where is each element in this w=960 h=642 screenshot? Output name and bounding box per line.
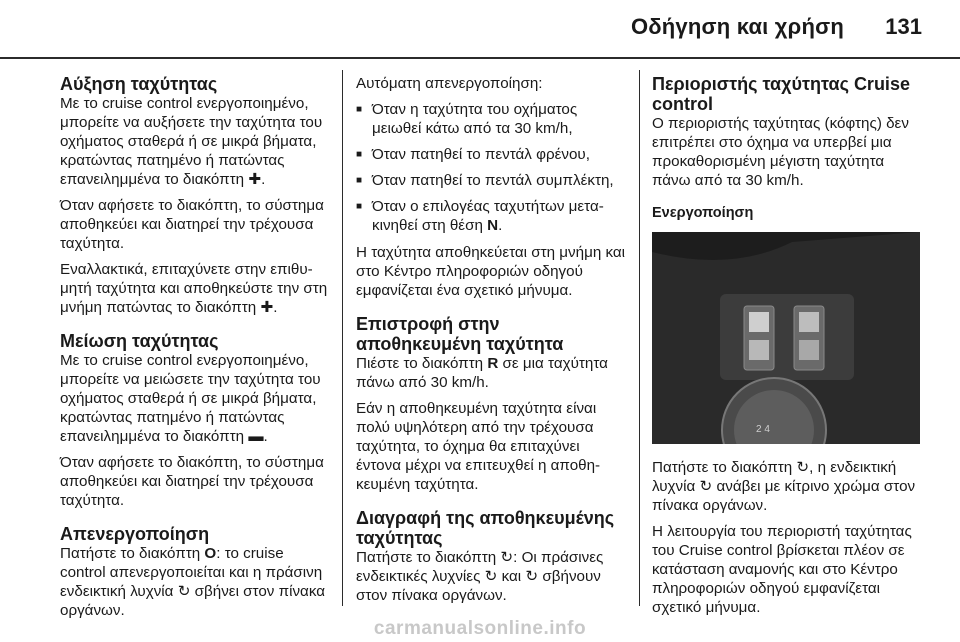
paragraph-text: Πατήστε το διακόπτη <box>652 459 793 476</box>
column-divider-1 <box>342 70 343 606</box>
paragraph: Αυτόματη απενεργοποίηση: <box>356 75 543 92</box>
list-item-text: Όταν ο επιλογέας ταχυτήτων μετακινηθεί στη θέση <box>372 198 604 234</box>
speed-limiter-lamp-icon: ↻ <box>484 568 498 585</box>
cruise-control-lamp-icon: ↻ <box>525 568 539 585</box>
cruise-switch-top <box>799 312 819 332</box>
paragraph <box>356 548 626 605</box>
gear-knob-labels: 2 4 <box>756 424 770 435</box>
column-divider-2 <box>639 70 640 606</box>
paragraph-text: : το cruise control απενεργοποιείται και η πράσινη ενδεικτική λυχνία <box>60 545 323 600</box>
dashboard-switch-illustration <box>652 232 920 444</box>
section-speed-limiter <box>652 74 924 190</box>
paragraph: Εναλλακτικά, επιταχύνετε στην επιθυμητή ταχύτητα και αποθηκεύστε την στη μνήμη πατώντας το διακόπτη ✚. <box>60 261 328 316</box>
paragraph-text: Με το cruise control ενεργοποιημένο, μπορείτε να αυξήσετε την ταχύτητα του οχήματος σταθερά ή σε μικρά βήματα, κρατώντας πατημένο ή πατώντας επανειλημμένα το διακόπτη <box>60 95 323 188</box>
page-number: 131 <box>885 14 922 39</box>
section-heading: Μείωση ταχύτητας <box>60 331 219 351</box>
paragraph: Όταν αφήσετε το διακόπτη, το σύστημα αποθηκεύει και διατηρεί την τρέχουσα ταχύτητα. <box>60 454 324 509</box>
cruise-switch-bottom <box>799 340 819 360</box>
section-resume-speed <box>356 314 626 494</box>
paragraph: Όταν αφήσετε το διακόπτη, το σύστημα αποθηκεύει και διατηρεί την τρέχουσα ταχύτητα. <box>60 197 324 252</box>
section-increase-speed <box>60 74 332 317</box>
paragraph-text: ανάβει με κίτρινο χρώμα στον πίνακα οργάνων. <box>652 478 916 514</box>
paragraph-text: σε μια ταχύτητα πάνω από 30 km/h. <box>356 355 608 391</box>
paragraph: Με το cruise control ενεργοποιημένο, μπορείτε να μειώσετε την ταχύτητα του οχήματος σταθερά ή σε μικρά βήματα, κρατώντας πατημένο ή πατώντας επανειλημμένα το διακόπτη ▬. <box>60 352 321 445</box>
paragraph <box>60 544 332 620</box>
plus-switch-icon: ✚ <box>260 299 274 316</box>
gear-position-label: N <box>487 217 499 234</box>
header-divider <box>0 57 960 59</box>
list-item: ■ Όταν η ταχύτητα του οχήματος μειωθεί κάτω από τα 30 km/h, <box>356 100 626 138</box>
paragraph: Με το cruise control ενεργοποιημένο, μπορείτε να αυξήσετε την ταχύτητα του οχήματος σταθερά ή σε μικρά βήματα, κρατώντας πατημένο ή πατώντας επανειλημμένα το διακόπτη ✚. <box>60 95 323 188</box>
page-header <box>0 0 960 58</box>
paragraph-text: και <box>501 568 522 585</box>
limiter-switch-top <box>749 312 769 332</box>
paragraph-text: σβήνει στον πίνακα οργάνων. <box>60 583 326 619</box>
paragraph: Εάν η αποθηκευμένη ταχύτητα είναι πολύ υψηλότερη από την τρέχουσα ταχύτητα, το όχημα θα επιταχύνει έντονα μέχρι να επιτευχθεί η αποθηκευμένη ταχύτητα. <box>356 400 601 493</box>
section-decrease-speed <box>60 331 332 510</box>
chapter-title: Οδήγηση και χρήση <box>630 14 844 39</box>
auto-deactivation-list <box>356 100 626 235</box>
paragraph-text: , η ενδεικτική λυχνία <box>652 459 897 495</box>
paragraph <box>356 354 626 392</box>
section-heading: Επιστροφή στην αποθηκευμένη ταχύτητα <box>356 314 564 354</box>
paragraph-text: Πατήστε το διακόπτη <box>356 549 497 566</box>
plus-switch-icon: ✚ <box>248 171 262 188</box>
speed-limiter-switch-icon: ↻ <box>796 459 810 476</box>
section-clear-speed <box>356 508 626 605</box>
dashboard-switch-photo <box>652 232 920 444</box>
watermark: carmanualsonline.info <box>373 618 587 639</box>
cruise-control-lamp-icon: ↻ <box>500 549 514 566</box>
list-item: ■ Όταν πατηθεί το πεντάλ φρένου, <box>356 145 626 164</box>
list-item: ■ Όταν ο επιλογέας ταχυτήτων μετακινηθεί στη θέση N. <box>356 197 626 235</box>
off-switch-icon: O <box>204 545 217 562</box>
paragraph-text: σβήνουν στον πίνακα οργάνων. <box>356 568 601 604</box>
paragraph <box>652 458 924 515</box>
paragraph-text: Με το cruise control ενεργοποιημένο, μπορείτε να μειώσετε την ταχύτητα του οχήματος σταθερά ή σε μικρά βήματα, κρατώντας πατημένο ή πατώντας επανειλημμένα το διακόπτη <box>60 352 321 445</box>
column-1 <box>60 74 332 634</box>
paragraph: Ο περιοριστής ταχύτητας (κόφτης) δεν επιτρέπει στο όχημα να υπερβεί μια προκαθορισμένη μέγιστη ταχύτητα πάνω από τα 30 km/h. <box>652 115 909 189</box>
section-deactivation <box>60 524 332 620</box>
paragraph-text: Πατήστε το διακόπτη <box>60 545 201 562</box>
column-3 <box>652 74 924 624</box>
list-item: ■ Όταν πατηθεί το πεντάλ συμπλέκτη, <box>356 171 626 190</box>
paragraph-text: : Οι πράσινες ενδεικτικές λυχνίες <box>356 549 604 585</box>
paragraph-text: Εναλλακτικά, επιταχύνετε στην επιθυμητή ταχύτητα και αποθηκεύστε την στη μνήμη πατώντας το διακόπτη <box>60 261 328 316</box>
cruise-control-lamp-icon: ↻ <box>177 583 191 600</box>
subsection-heading: Ενεργοποίηση <box>652 205 754 221</box>
section-heading: Απενεργοποίηση <box>60 524 210 544</box>
section-heading: Διαγραφή της αποθηκευμένης ταχύτητας <box>356 508 615 548</box>
switch-panel <box>720 294 854 380</box>
paragraph-text: Πιέστε το διακόπτη <box>356 355 484 372</box>
paragraph: Η λειτουργία του περιοριστή ταχύτητας του Cruise control βρίσκεται πλέον σε κατάσταση αναμονής και στο Κέντρο πληροφοριών οδηγού εμφανίζεται σχετικό μήνυμα. <box>652 523 912 616</box>
paragraph: Η ταχύτητα αποθηκεύεται στη μνήμη και στο Κέντρο πληροφοριών οδηγού εμφανίζεται ένα σχετικό μήνυμα. <box>356 244 626 299</box>
resume-switch-icon: R <box>487 355 499 372</box>
minus-switch-icon: ▬ <box>248 428 264 445</box>
column-2 <box>356 74 626 619</box>
speed-limiter-lamp-icon: ↻ <box>699 478 713 495</box>
section-heading: Αύξηση ταχύτητας <box>60 74 218 94</box>
limiter-switch-bottom <box>749 340 769 360</box>
section-heading: Περιοριστής ταχύτητας Cruise control <box>652 74 910 114</box>
